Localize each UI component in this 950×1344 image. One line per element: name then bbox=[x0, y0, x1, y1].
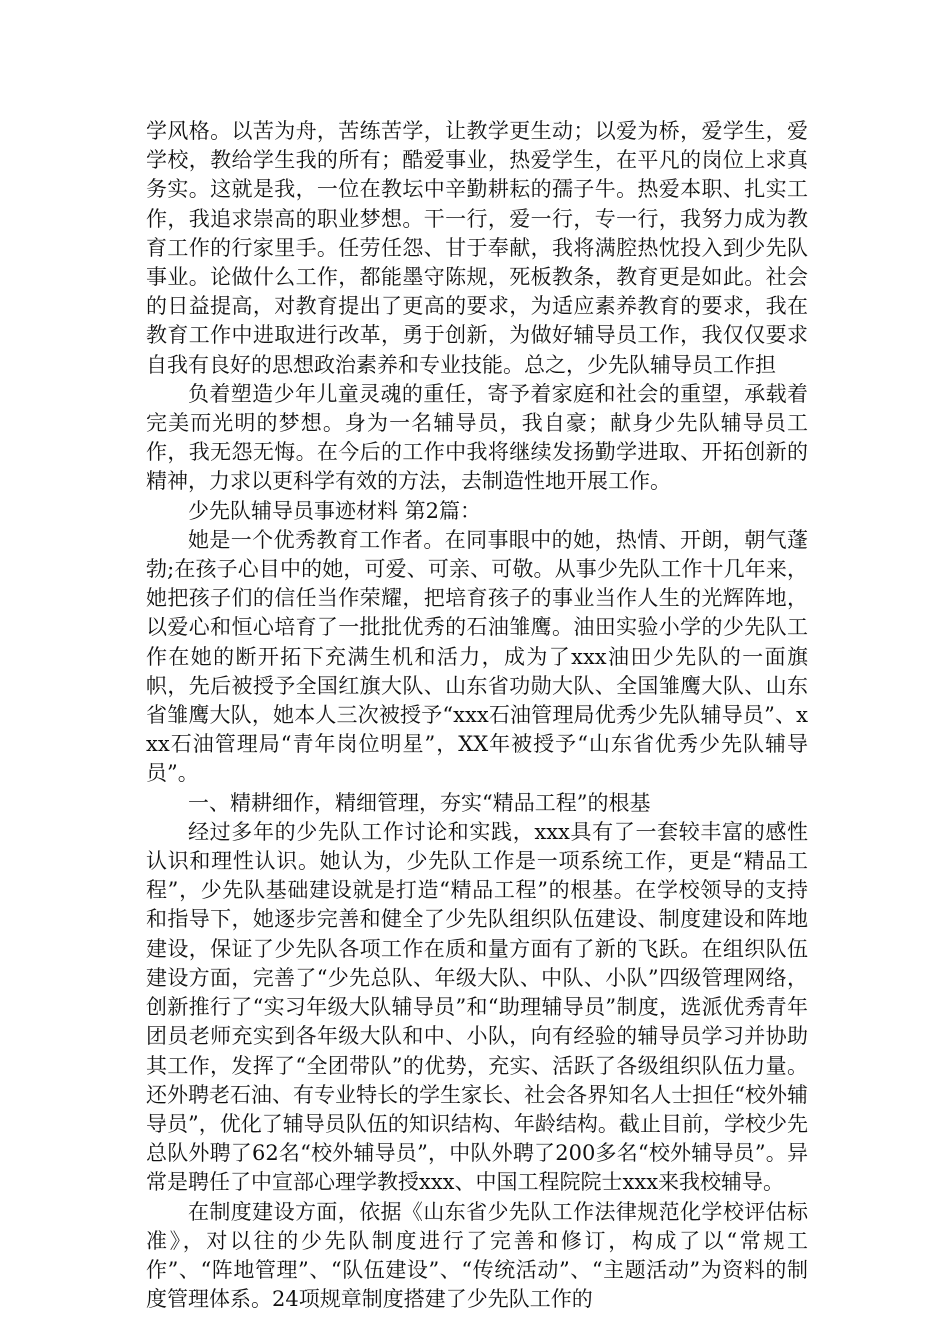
paragraph-1: 学风格。以苦为舟，苦练苦学，让教学更生动；以爱为桥，爱学生，爱学校，教给学生我的所有；酷爱事业，热爱学生，在平凡的岗位上求真务实。这就是我，一位在教坛中辛勤耕耘的孺子牛。热爱本职、扎实工作，我追求崇高的职业梦想。干一行，爱一行，专一行，我努力成为教育工作的行家里手。任劳任怨、甘于奉献，我将满腔热忱投入到少先队事业。论做什么工作，都能墨守陈规，死板教条，教育更是如此。社会的日益提高，对教育提出了更高的要求，为适应素养教育的要求，我在教育工作中进取进行改革，勇于创新，为做好辅导员工作，我仅仅要求自我有良好的思想政治素养和专业技能。总之，少先队辅导员工作担 bbox=[146, 119, 808, 377]
paragraph-2: 负着塑造少年儿童灵魂的重任，寄予着家庭和社会的重望，承载着完美而光明的梦想。身为一名辅导员，我自豪；献身少先队辅导员工作，我无怨无悔。在今后的工作中我将继续发扬勤学进取、开拓创新的精神，力求以更科学有效的方法，去制造性地开展工作。 bbox=[146, 381, 808, 494]
paragraph-4: 经过多年的少先队工作讨论和实践，xxx具有了一套较丰富的感性认识和理性认识。她认为，少先队工作是一项系统工作，更是“精品工程”，少先队基础建设就是打造“精品工程”的根基。在学校领导的支持和指导下，她逐步完善和健全了少先队组织队伍建设、制度建设和阵地建设，保证了少先队各项工作在质和量方面有了新的飞跃。在组织队伍建设方面，完善了“少先总队、年级大队、中队、小队”四级管理网络，创新推行了“实习年级大队辅导员”和“助理辅导员”制度，选派优秀青年团员老师充实到各年级大队和中、小队，向有经验的辅导员学习并协助其工作，发挥了“全团带队”的优势，充实、活跃了各级组织队伍力量。还外聘老石油、有专业特长的学生家长、社会各界知名人士担任“校外辅导员”，优化了辅导员队伍的知识结构、年龄结构。截止目前，学校少先总队外聘了62名“校外辅导员”，中队外聘了200多名“校外辅导员”。异常是聘任了中宣部心理学教授xxx、中国工程院院士xxx来我校辅导。 bbox=[146, 819, 808, 1195]
section-heading-1: 一、精耕细作，精细管理，夯实“精品工程”的根基 bbox=[188, 790, 651, 815]
section-heading-chapter-2: 少先队辅导员事迹材料 第2篇： bbox=[188, 498, 482, 523]
paragraph-5: 在制度建设方面，依据《山东省少先队工作法律规范化学校评估标准》，对以往的少先队制度进行了完善和修订，构成了以“常规工作”、“阵地管理”、“队伍建设”、“传统活动”、“主题活动”为资料的制度管理体系。24项规章制度搭建了少先队工作的 bbox=[146, 1199, 808, 1312]
paragraph-3: 她是一个优秀教育工作者。在同事眼中的她，热情、开朗，朝气蓬勃;在孩子心目中的她，可爱、可亲、可敬。从事少先队工作十几年来，她把孩子们的信任当作荣耀，把培育孩子的事业当作人生的光辉阵地，以爱心和恒心培育了一批批优秀的石油雏鹰。油田实验小学的少先队工作在她的断开拓下充满生机和活力，成为了xxx油田少先队的一面旗帜，先后被授予全国红旗大队、山东省功勋大队、全国雏鹰大队、山东省雏鹰大队，她本人三次被授予“xxx石油管理局优秀少先队辅导员”、xxx石油管理局“青年岗位明星”，XX年被授予“山东省优秀少先队辅导员”。 bbox=[146, 527, 808, 786]
document-body bbox=[146, 117, 808, 1314]
